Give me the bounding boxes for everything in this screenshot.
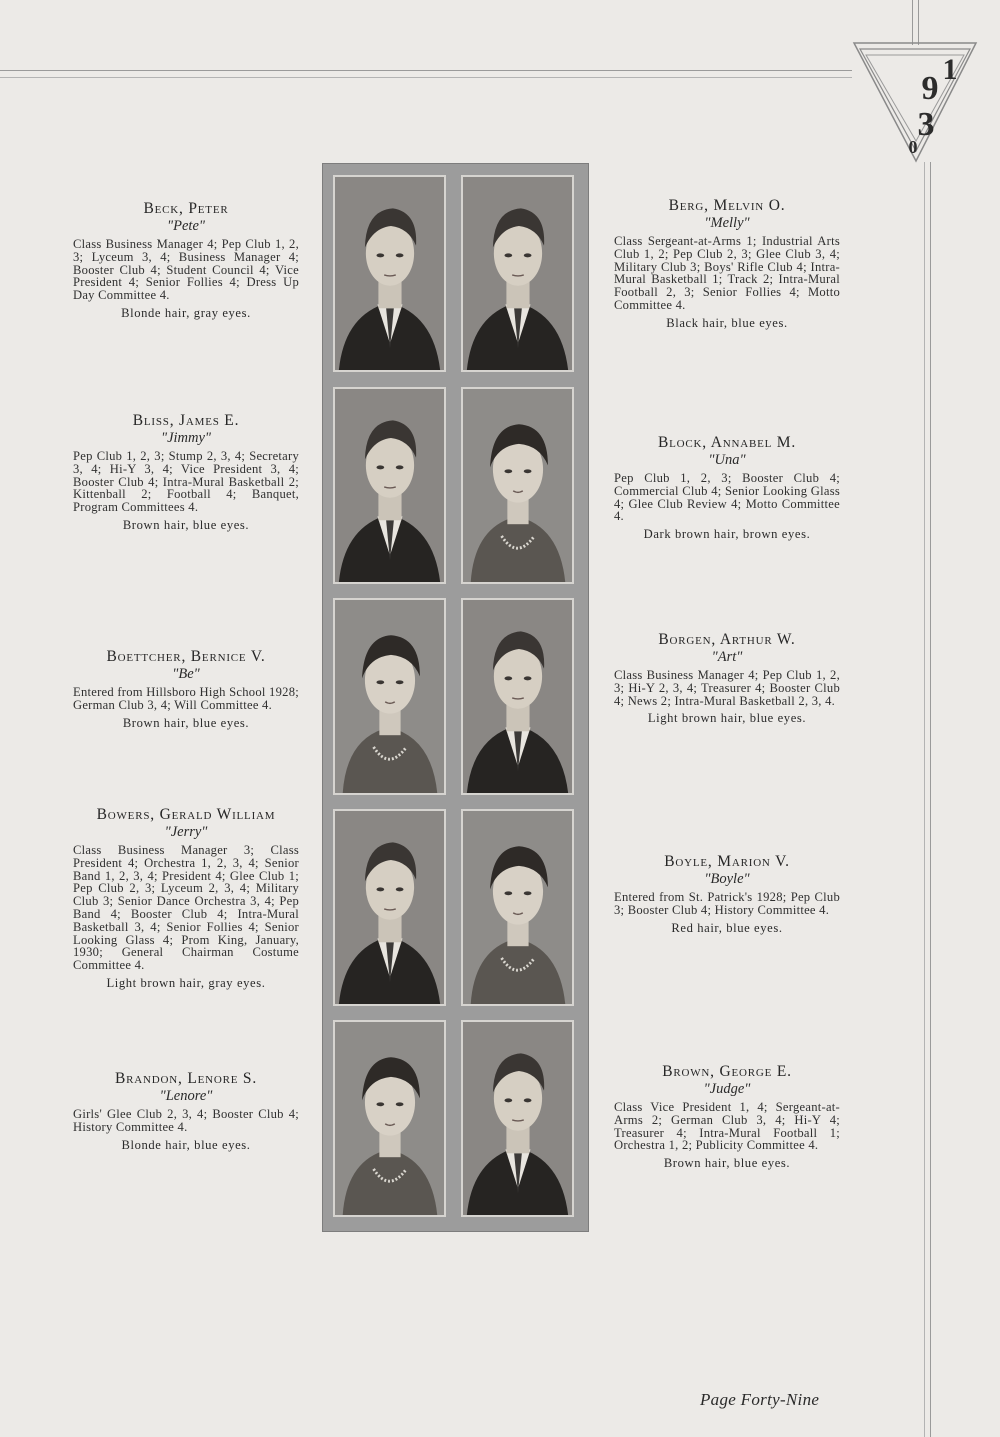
entry-beck [73,200,299,320]
student-nickname: "Boyle" [704,871,750,887]
student-activities: Class Sergeant-at-Arms 1; Industrial Arts Club 1, 2; Pep Club 2, 3; Glee Club 3, 4; Military Club 3; Boys' Rifle Club 4; Intra-Mural Basketball 1; Track 2; Intra-Mural Football 2, 3; Senior Follies 4; Motto Committee 4. [614,234,840,312]
student-activities: Entered from Hillsboro High School 1928; German Club 3, 4; Will Committee 4. [73,685,299,712]
entry-berg [614,197,840,330]
entry-bowers [73,806,299,990]
student-activities: Girls' Glee Club 2, 3, 4; Booster Club 4; History Committee 4. [73,1107,299,1134]
portrait-photo [333,387,446,584]
student-description: Brown hair, blue eyes. [663,1156,791,1171]
student-activities: Class Business Manager 3; Class President 4; Orchestra 1, 2, 3, 4; Senior Band 1, 2, 3, 4; President 4; Glee Club 1; Pep Club 2, 3; Lyceum 2, 3, 4; Military Club 3; Senior Dance Orchestra 3, 4; Pep Band 4; Booster Club 4; Intra-Mural Basketball 3, 4; Senior Follies 4; Senior Looking Glass 4; Prom King, January, 1930; General Chairman Costume Committee 4. [73,843,299,973]
student-description: Dark brown hair, brown eyes. [643,527,811,542]
student-description: Black hair, blue eyes. [666,315,788,330]
entry-boyle [614,853,840,935]
student-description: Light brown hair, blue eyes. [647,711,807,726]
student-nickname: "Una" [708,452,746,468]
entry-brown [614,1063,840,1170]
portrait-strip [322,163,589,1232]
portrait-photo [333,809,446,1006]
student-activities: Pep Club 1, 2, 3; Booster Club 4; Commercial Club 4; Senior Looking Glass 4; Glee Club Review 4; Motto Committee 4. [614,471,840,524]
student-activities: Pep Club 1, 2, 3; Stump 2, 3, 4; Secretary 3, 4; Hi-Y 3, 4; Vice President 3, 4; Booster Club 4; Intra-Mural Basketball 2; Kittenball 2; Football 4; Banquet, Program Committees 4. [73,449,299,515]
right-vertical-rule-inner [924,162,925,1437]
student-activities: Class Business Manager 4; Pep Club 1, 2, 3; Lyceum 3, 4; Business Manager 4; Booster Club 4; Student Council 4; Vice President 4; Senior Follies 4; Dress Up Day Committee 4. [73,237,299,303]
student-name: Brown, George E. [662,1063,792,1080]
portrait-photo [461,598,574,795]
page-number: Page Forty-Nine [700,1390,820,1409]
top-rule-secondary [0,77,852,78]
student-name: Beck, Peter [143,200,229,217]
student-nickname: "Melly" [704,215,750,231]
portrait-photo [461,175,574,372]
emblem-digit-1: 1 [942,53,958,86]
portrait-photo [333,175,446,372]
entry-brandon [73,1070,299,1152]
student-nickname: "Art" [711,649,743,665]
emblem-digit-2: 9 [921,70,939,107]
student-name: Boyle, Marion V. [664,853,790,870]
student-name: Bowers, Gerald William [96,806,276,823]
student-nickname: "Pete" [167,218,205,234]
student-description: Blonde hair, blue eyes. [121,1137,251,1152]
portrait-photo [461,1020,574,1217]
student-description: Blonde hair, gray eyes. [121,305,251,320]
student-name: Bliss, James E. [132,412,240,429]
student-nickname: "Jerry" [164,824,208,840]
right-vertical-rule [930,162,931,1437]
student-nickname: "Judge" [703,1081,751,1097]
student-nickname: "Be" [172,666,200,682]
emblem-digit-3: 3 [917,106,935,143]
emblem-digit-4: 0 [908,137,918,157]
year-emblem [850,35,980,165]
student-description: Red hair, blue eyes. [671,920,783,935]
student-name: Berg, Melvin O. [668,197,786,214]
entry-bliss [73,412,299,532]
student-name: Block, Annabel M. [657,434,797,451]
student-name: Boettcher, Bernice V. [106,648,266,665]
portrait-photo [333,598,446,795]
portrait-photo [461,809,574,1006]
student-nickname: "Jimmy" [160,430,212,446]
entry-borgen [614,631,840,725]
top-rule [0,70,852,71]
student-description: Brown hair, blue eyes. [122,715,250,730]
student-nickname: "Lenore" [159,1088,213,1104]
portrait-photo [333,1020,446,1217]
entry-block [614,434,840,541]
entry-boettcher [73,648,299,730]
portrait-photo [461,387,574,584]
student-name: Borgen, Arthur W. [658,631,796,648]
student-name: Brandon, Lenore S. [114,1070,258,1087]
student-activities: Class Business Manager 4; Pep Club 1, 2, 3; Hi-Y 2, 3, 4; Treasurer 4; Booster Club 4; News 2; Intra-Mural Basketball 2, 3, 4. [614,668,840,708]
student-activities: Entered from St. Patrick's 1928; Pep Club 3; Booster Club 4; History Committee 4. [614,890,840,917]
student-description: Brown hair, blue eyes. [122,517,250,532]
student-activities: Class Vice President 1, 4; Sergeant-at-Arms 2; German Club 3, 4; Hi-Y 4; Treasurer 4; Intra-Mural Football 1; Orchestra 1, 2; Publicity Committee 4. [614,1100,840,1153]
student-description: Light brown hair, gray eyes. [106,975,266,990]
